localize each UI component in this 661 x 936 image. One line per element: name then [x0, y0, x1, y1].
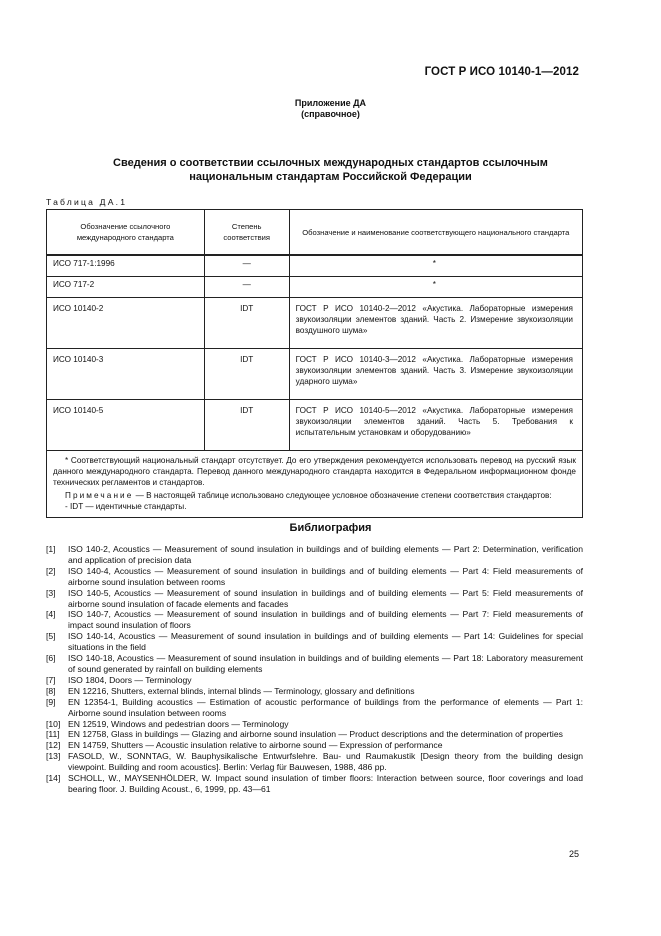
section-title-line-1: Сведения о соответствии ссылочных международных стандартов ссылочным [113, 157, 548, 169]
reference-text: FASOLD, W., SONNTAG, W. Bauphysikalische Entwurfslehre. Bau- und Raumakustik [Design theory from the building design viewpoint. Building and room acoustics]. Berlin: Verlag für Bauwesen, 1988, 486 pp. [68, 751, 583, 773]
degree-cell: — [204, 255, 289, 277]
table-row [47, 400, 583, 451]
list-item [46, 588, 583, 610]
appendix-heading [0, 98, 661, 120]
list-item [46, 631, 583, 653]
national-standard-cell: * [289, 277, 582, 298]
section-title-line-2: национальным стандартам Российской Федерации [189, 171, 472, 183]
intl-standard-cell: ИСО 717-1:1996 [47, 255, 205, 277]
national-standard-cell: ГОСТ Р ИСО 10140-2—2012 «Акустика. Лабораторные измерения звукоизоляции элементов зданий. Часть 2. Измерение звукоизоляции воздушного шума» [289, 298, 582, 349]
list-item [46, 719, 583, 730]
reference-number: [9] [46, 696, 56, 707]
national-standard-cell: ГОСТ Р ИСО 10140-5—2012 «Акустика. Лабораторные измерения звукоизоляции элементов зданий. Часть 5. Требования к испытательным установкам и оборудованию» [289, 400, 582, 451]
reference-number: [6] [46, 653, 56, 664]
table-footnote: * Соответствующий национальный стандарт отсутствует. До его утверждения рекомендуется использовать перевод на русский язык данного международного стандарта. Перевод данного международного стандарта находится в Федеральном информационном фонде технических регламентов и стандартов. [53, 456, 576, 487]
reference-text: ISO 140-14, Acoustics — Measurement of sound insulation in buildings and of building elements — Part 14: Guidelines for special situations in the field [68, 631, 583, 653]
reference-number: [8] [46, 685, 56, 696]
column-header-national: Обозначение и наименование соответствующего национального стандарта [289, 210, 582, 256]
reference-number: [7] [46, 674, 56, 685]
table-row [47, 349, 583, 400]
list-item [46, 566, 583, 588]
degree-cell: IDT [204, 400, 289, 451]
column-header-degree: Степень соответствия [204, 210, 289, 256]
reference-number: [14] [46, 773, 61, 784]
intl-standard-cell: ИСО 10140-2 [47, 298, 205, 349]
reference-text: ISO 140-4, Acoustics — Measurement of sound insulation in buildings and of building elements — Part 4: Field measurements of airborne sound insulation between rooms [68, 565, 583, 587]
reference-text: ISO 140-7, Acoustics — Measurement of sound insulation in buildings and of building elements — Part 7: Field measurements of impact sound insulation of floors [68, 609, 583, 631]
intl-standard-cell: ИСО 10140-3 [47, 349, 205, 400]
table-notes-row [47, 451, 583, 518]
degree-cell: IDT [204, 298, 289, 349]
note-text: — В настоящей таблице использовано следующее условное обозначение степени соответствия стандартов: [135, 491, 552, 501]
page-number: 25 [568, 849, 579, 859]
list-item [46, 697, 583, 719]
reference-number: [1] [46, 544, 56, 554]
list-item [46, 740, 583, 751]
list-item [46, 686, 583, 697]
table-row [47, 277, 583, 298]
appendix-title: Приложение ДА [294, 98, 367, 108]
column-header-intl: Обозначение ссылочного международного стандарта [47, 210, 205, 256]
reference-number: [11] [46, 729, 60, 740]
reference-text: EN 12216, Shutters, external blinds, internal blinds — Terminology, glossary and definitions [68, 685, 415, 696]
table-row [47, 255, 583, 277]
note-label: Примечание [65, 491, 134, 501]
reference-text: EN 12758, Glass in buildings — Glazing and airborne sound insulation — Product descriptions and the determination of properties [68, 729, 563, 740]
reference-number: [3] [46, 587, 56, 598]
table-row [47, 298, 583, 349]
reference-text: SCHOLL, W., MAYSENHÖLDER, W. Impact sound insulation of timber floors: Interaction between source, floor coverings and load bearing floor. J. Building Acoust., 6, 1999, pp. 43—61 [68, 773, 583, 794]
table-note [53, 491, 576, 502]
table-header-row [47, 210, 583, 256]
intl-standard-cell: ИСО 10140-5 [47, 400, 205, 451]
reference-number: [10] [46, 718, 61, 729]
bibliography-title: Библиография [289, 522, 372, 534]
section-title [60, 156, 601, 184]
appendix-subtitle: (справочное) [301, 109, 360, 119]
reference-text: EN 12519, Windows and pedestrian doors — Terminology [68, 718, 289, 729]
reference-text: ISO 140-18, Acoustics — Measurement of sound insulation in buildings and of building elements — Part 18: Laboratory measurement of sound generated by rainfall on building elements [68, 653, 583, 674]
table-notes [47, 451, 583, 518]
list-item [46, 751, 583, 773]
list-item [46, 609, 583, 631]
list-item [46, 773, 583, 795]
degree-cell: — [204, 277, 289, 298]
list-item [46, 729, 583, 740]
table-caption: Таблица ДА.1 [46, 197, 128, 207]
reference-number: [4] [46, 609, 56, 620]
list-item [46, 675, 583, 686]
reference-number: [13] [46, 751, 61, 762]
reference-text: ISO 140-2, Acoustics — Measurement of sound insulation in buildings and of building elements — Part 2: Determination, verification and application of precision data [68, 544, 583, 565]
list-item [46, 653, 583, 675]
list-item [46, 544, 583, 566]
bibliography-list [46, 544, 583, 795]
reference-number: [12] [46, 740, 61, 751]
national-standard-cell: * [289, 255, 582, 277]
national-standard-cell: ГОСТ Р ИСО 10140-3—2012 «Акустика. Лабораторные измерения звукоизоляции элементов зданий. Часть 3. Измерение звукоизоляции ударного шума» [289, 349, 582, 400]
document-id: ГОСТ Р ИСО 10140-1—2012 [424, 66, 579, 78]
reference-number: [2] [46, 565, 56, 576]
reference-text: ISO 1804, Doors — Terminology [68, 674, 192, 685]
reference-text: EN 12354-1, Building acoustics — Estimation of acoustic performance of buildings from the performance of elements — Part 1: Airborne sound insulation between rooms [68, 696, 583, 718]
idt-legend: - IDT — идентичные стандарты. [65, 502, 187, 512]
intl-standard-cell: ИСО 717-2 [47, 277, 205, 298]
reference-text: EN 14759, Shutters — Acoustic insulation relative to airborne sound — Expression of performance [68, 740, 443, 751]
reference-text: ISO 140-5, Acoustics — Measurement of sound insulation in buildings and of building elements — Part 5: Field measurements of airborne sound insulation of facade elements and facades [68, 587, 583, 609]
correspondence-table [46, 209, 583, 518]
reference-number: [5] [46, 631, 56, 642]
degree-cell: IDT [204, 349, 289, 400]
